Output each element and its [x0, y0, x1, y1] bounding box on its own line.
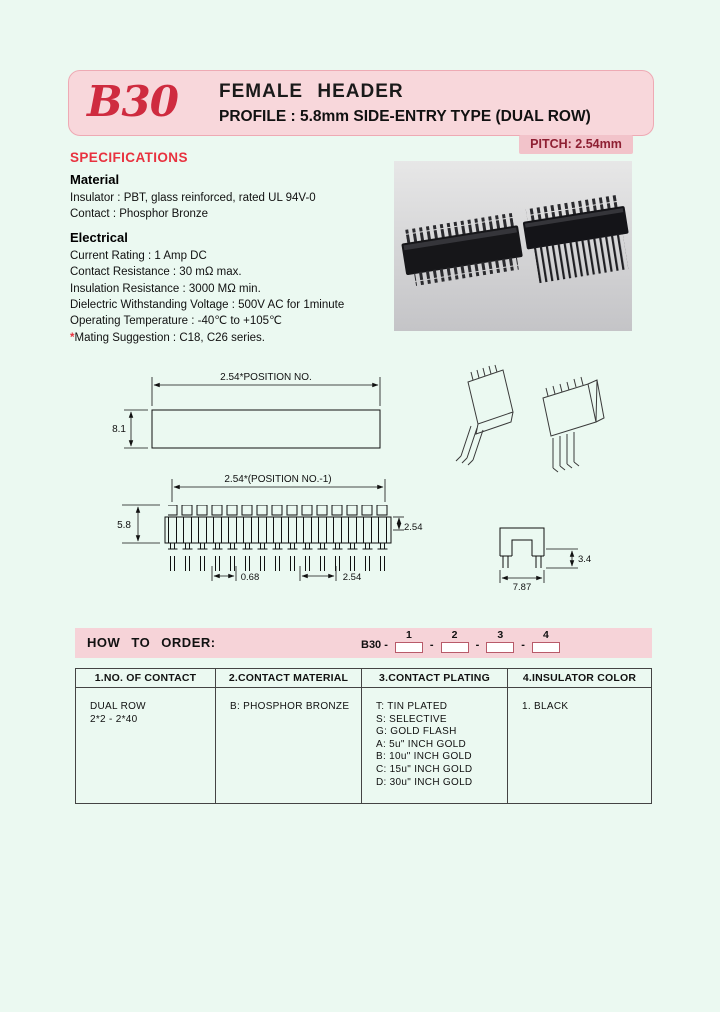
drawing-front-view [117, 474, 422, 583]
product-subtitle: PROFILE : 5.8mm SIDE-ENTRY TYPE (DUAL ROW) [219, 108, 591, 125]
how-to-order-bar [75, 628, 652, 658]
table-cell-line: 2*2 - 2*40 [90, 713, 138, 725]
order-box-4 [532, 642, 560, 653]
dim-pin-width-label: 0.68 [240, 572, 260, 583]
table-header-contacts: 1.NO. OF CONTACT [76, 669, 216, 688]
order-position-2 [440, 629, 470, 653]
dim-front-height-label: 5.8 [117, 520, 131, 531]
table-cell-contacts [76, 688, 216, 803]
mating-suggestion-line [70, 330, 400, 346]
table-cell-line: 1. BLACK [522, 701, 569, 712]
connector-sketch-left [456, 365, 513, 465]
table-cell-color [508, 688, 651, 803]
drawing-side-view [500, 528, 591, 593]
order-options-table [75, 668, 652, 804]
table-cell-line: DUAL ROW [90, 701, 146, 712]
connector-photo-right [521, 194, 632, 284]
table-cell-line: S: SELECTIVE [376, 713, 447, 725]
red-asterisk: * [70, 331, 75, 344]
order-box-3 [486, 642, 514, 653]
dim-pin-pitch-label: 2.54 [342, 572, 362, 583]
table-cell-line: B: PHOSPHOR BRONZE [230, 701, 350, 712]
order-separator: - [475, 639, 480, 651]
spec-line: Insulator : PBT, glass reinforced, rated UL 94V-0 [70, 192, 316, 204]
technical-drawings [0, 360, 720, 625]
table-header-plating: 3.CONTACT PLATING [362, 669, 508, 688]
electrical-heading: Electrical [70, 229, 128, 245]
table-cell-line: C: 15u" INCH GOLD [376, 763, 473, 775]
table-cell-line: B: 10u" INCH GOLD [376, 751, 472, 763]
specifications-section [70, 150, 400, 346]
table-cell-line: G: GOLD FLASH [376, 726, 457, 738]
order-position-number: 4 [543, 629, 549, 641]
table-cell-line: D: 30u" INCH GOLD [376, 776, 473, 788]
spec-line: Current Rating : 1 Amp DC [70, 249, 207, 262]
front-view-legs [168, 543, 388, 571]
pitch-badge: PITCH: 2.54mm [519, 135, 633, 154]
order-box-1 [395, 642, 423, 653]
table-cell-material [216, 688, 362, 803]
title-banner [68, 70, 654, 136]
order-prefix: B30 - [361, 639, 388, 651]
spec-line: Contact : Phosphor Bronze [70, 208, 209, 221]
mating-suggestion-text: Mating Suggestion : C18, C26 series. [74, 331, 265, 344]
material-heading: Material [70, 172, 120, 187]
spec-line: Dielectric Withstanding Voltage : 500V AC for 1minute [70, 299, 345, 312]
drawing-top-view [112, 372, 380, 448]
dim-front-width-label: 2.54*(POSITION NO.-1) [224, 474, 332, 485]
product-photo-image [394, 161, 632, 331]
how-to-order-heading: HOW TO ORDER: [87, 635, 216, 650]
order-box-2 [441, 642, 469, 653]
order-position-1 [394, 629, 424, 653]
table-cell-line: A: 5u" INCH GOLD [376, 738, 467, 750]
product-photo [394, 161, 632, 331]
table-cell-line: T: TIN PLATED [376, 701, 448, 712]
spec-line: Contact Resistance : 30 mΩ max. [70, 266, 242, 279]
order-code [361, 629, 561, 653]
dim-top-height-label: 8.1 [112, 424, 126, 435]
front-view-body [165, 517, 391, 543]
order-position-number: 2 [451, 629, 458, 641]
order-position-number: 3 [497, 629, 504, 641]
table-cell-plating [362, 688, 508, 803]
dim-front-pitch-label: 2.54 [404, 522, 423, 533]
specifications-heading: SPECIFICATIONS [70, 150, 188, 165]
dim-top-width-label: 2.54*POSITION NO. [220, 372, 312, 383]
order-separator: - [429, 639, 434, 651]
front-view-pin-row [168, 505, 388, 517]
order-position-number: 1 [405, 629, 412, 641]
dim-side-width-label: 7.87 [512, 582, 532, 593]
spec-line: Insulation Resistance : 3000 MΩ min. [70, 282, 261, 295]
model-number: B30 [87, 77, 178, 126]
dim-side-height-label: 3.4 [578, 554, 592, 565]
table-header-color: 4.INSULATOR COLOR [508, 669, 651, 688]
order-position-3 [485, 629, 515, 653]
order-separator: - [521, 639, 525, 651]
connector-sketch-right [543, 377, 604, 472]
order-position-4 [531, 629, 561, 653]
table-header-material: 2.CONTACT MATERIAL [216, 669, 362, 688]
product-title: FEMALE HEADER [219, 81, 404, 102]
spec-line: Operating Temperature : -40℃ to +105℃ [70, 315, 282, 328]
